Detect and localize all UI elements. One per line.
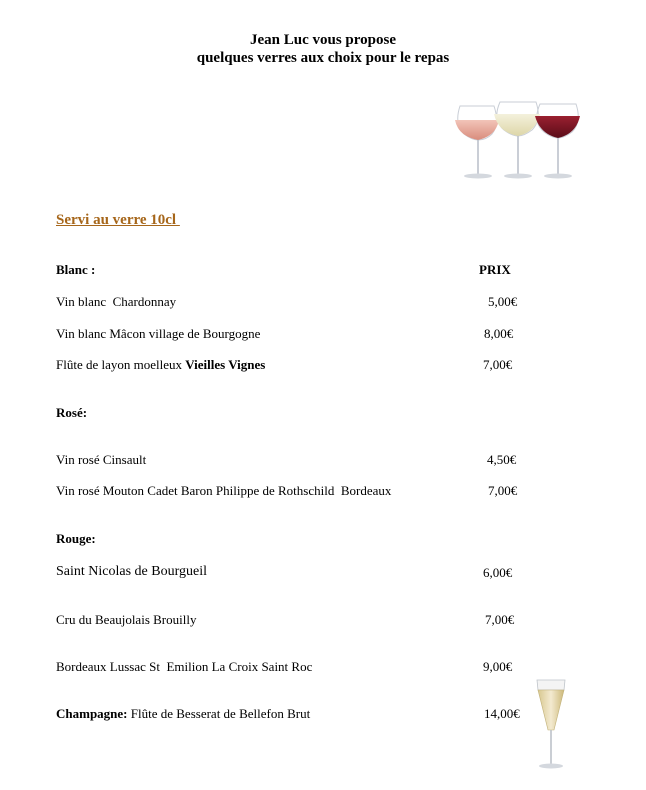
menu-item-label: Cru du Beaujolais Brouilly (56, 612, 197, 627)
menu-item-label: Vin rosé Cinsault (56, 452, 147, 467)
wine-glasses-icon (452, 96, 582, 184)
menu-title-line1: Jean Luc vous propose (249, 32, 396, 48)
menu-item-label: Saint Nicolas de Bourgueil (56, 564, 207, 579)
menu-item-label: Vin blanc Chardonnay (56, 294, 177, 309)
menu-item-label: Vin blanc Mâcon village de Bourgogne (56, 326, 261, 341)
menu-item-price: 14,00€ (484, 706, 520, 721)
section-heading: Servi au verre 10cl (56, 212, 180, 228)
price-column-header: PRIX (479, 262, 511, 277)
menu-item-label-plain: Flûte de layon moelleux (56, 357, 186, 372)
category-champagne: Champagne: (56, 706, 128, 721)
menu-item-label: Vin rosé Mouton Cadet Baron Philippe de Rothschild Bordeaux (56, 483, 392, 498)
menu-item-price: 9,00€ (483, 659, 513, 674)
menu-item-price: 7,00€ (488, 483, 518, 498)
menu-title-line2: quelques verres aux choix pour le repas (196, 50, 450, 66)
menu-item-price: 5,00€ (488, 294, 518, 309)
menu-item-price: 6,00€ (483, 565, 513, 580)
menu-item-price: 7,00€ (483, 357, 513, 372)
category-rose: Rosé: (56, 405, 88, 420)
menu-item-price: 4,50€ (487, 452, 517, 467)
menu-item-champagne (56, 706, 310, 722)
menu-item-label: Bordeaux Lussac St Emilion La Croix Saint Roc (56, 659, 313, 674)
champagne-flute-icon (533, 676, 569, 772)
menu-item-price: 8,00€ (484, 326, 514, 341)
category-blanc: Blanc : (56, 262, 96, 277)
menu-item-label: Flûte de Besserat de Bellefon Brut (127, 706, 311, 721)
menu-item-label-bold: Vieilles Vignes (185, 357, 266, 372)
category-rouge: Rouge: (56, 531, 96, 546)
menu-item-price: 7,00€ (485, 612, 515, 627)
menu-item-label (56, 357, 265, 373)
